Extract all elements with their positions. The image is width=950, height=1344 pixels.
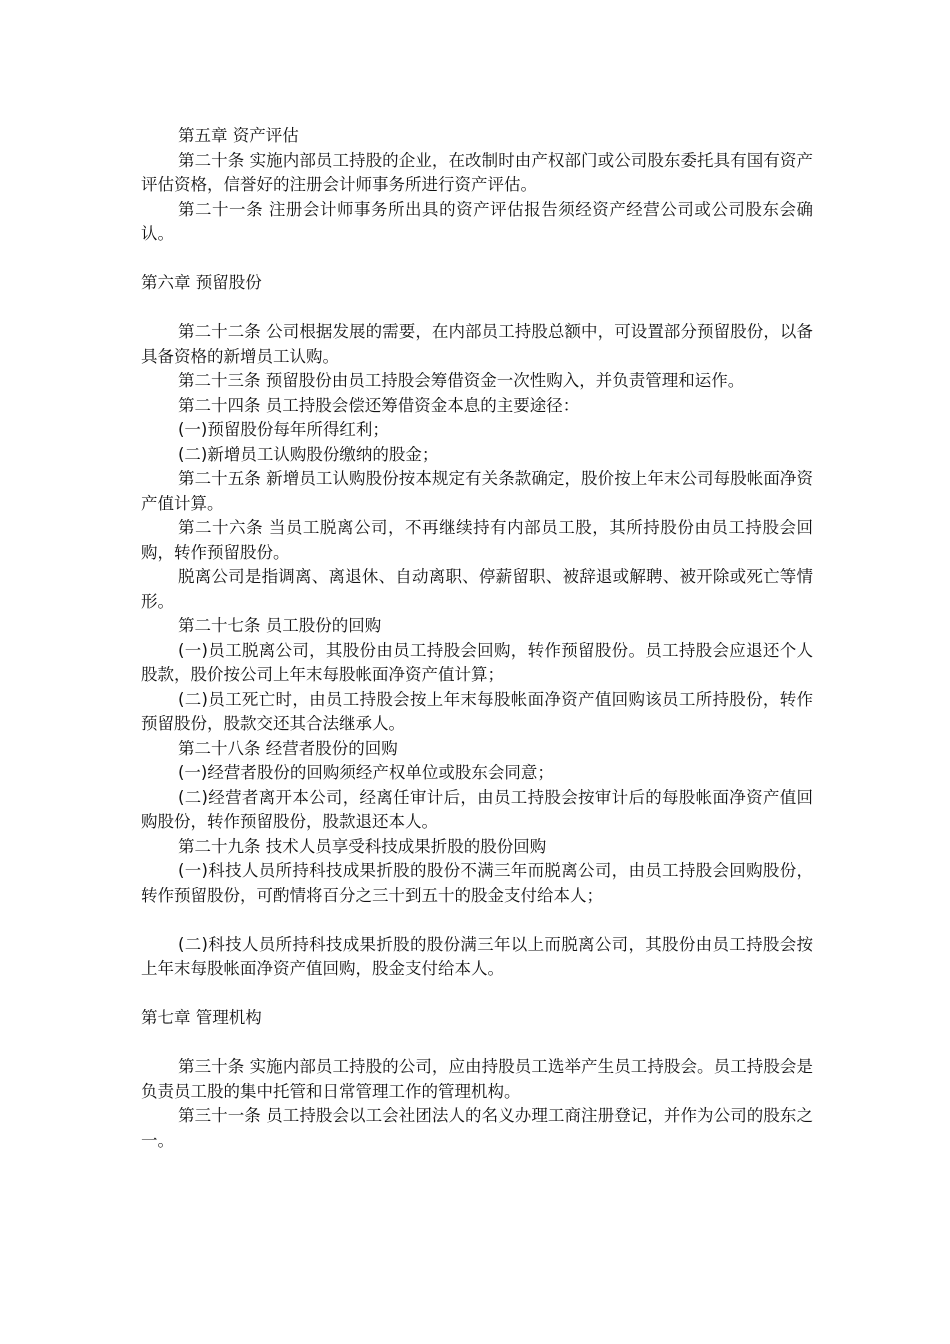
article-24: 第二十四条 员工持股会偿还筹借资金本息的主要途径： [178, 395, 580, 415]
chapter-heading-5: 第五章 资产评估 [178, 126, 299, 145]
document-body [141, 124, 813, 1153]
article-24-item-1: (一)预留股份每年所得红利； [178, 420, 389, 439]
article-22: 第二十二条 公司根据发展的需要，在内部员工持股总额中，可设置部分预留股份，以备具备资格的新增员工认购。 [141, 322, 813, 366]
chapter-heading-7: 第七章 管理机构 [141, 1008, 262, 1027]
chapter-heading-6: 第六章 预留股份 [141, 273, 262, 292]
article-25: 第二十五条 新增员工认购股份按本规定有关条款确定，股价按上年末公司每股帐面净资产值计算。 [141, 469, 813, 513]
blank-line [141, 247, 813, 272]
article-26: 第二十六条 当员工脱离公司，不再继续持有内部员工股，其所持股份由员工持股会回购，转作预留股份。 [141, 518, 813, 562]
article-29-item-1: (一)科技人员所持科技成果折股的股份不满三年而脱离公司，由员工持股会回购股份，转作预留股份，可酌情将百分之三十到五十的股金支付给本人； [141, 861, 813, 905]
article-28-item-1: (一)经营者股份的回购须经产权单位或股东会同意； [178, 763, 554, 782]
article-27-item-1: (一)员工脱离公司，其股份由员工持股会回购，转作预留股份。员工持股会应退还个人股款，股价按公司上年末每股帐面净资产值计算； [141, 640, 813, 684]
article-26-definition: 脱离公司是指调离、离退休、自动离职、停薪留职、被辞退或解聘、被开除或死亡等情形。 [141, 567, 813, 611]
article-28-item-2: (二)经营者离开本公司，经离任审计后，由员工持股会按审计后的每股帐面净资产值回购股份，转作预留股份，股款退还本人。 [141, 787, 813, 831]
article-20: 第二十条 实施内部员工持股的企业，在改制时由产权部门或公司股东委托具有国有资产评估资格，信誉好的注册会计师事务所进行资产评估。 [141, 150, 813, 194]
article-28: 第二十八条 经营者股份的回购 [178, 738, 398, 758]
article-29-item-2: (二)科技人员所持科技成果折股的股份满三年以上而脱离公司，其股份由员工持股会按上年末每股帐面净资产值回购，股金支付给本人。 [141, 934, 813, 978]
blank-line [141, 908, 813, 933]
article-21: 第二十一条 注册会计师事务所出具的资产评估报告须经资产经营公司或公司股东会确认。 [141, 199, 813, 243]
blank-line [141, 1031, 813, 1056]
article-24-item-2: (二)新增员工认购股份缴纳的股金； [178, 444, 439, 464]
article-27-item-2: (二)员工死亡时，由员工持股会按上年末每股帐面净资产值回购该员工所持股份，转作预留股份，股款交还其合法继承人。 [141, 689, 813, 733]
blank-line [141, 296, 813, 321]
article-27: 第二十七条 员工股份的回购 [178, 616, 382, 635]
article-31: 第三十一条 员工持股会以工会社团法人的名义办理工商注册登记，并作为公司的股东之一。 [141, 1106, 813, 1150]
blank-line [141, 982, 813, 1007]
article-23: 第二十三条 预留股份由员工持股会筹借资金一次性购入，并负责管理和运作。 [178, 371, 745, 390]
article-29: 第二十九条 技术人员享受科技成果折股的股份回购 [178, 836, 547, 856]
article-30: 第三十条 实施内部员工持股的公司，应由持股员工选举产生员工持股会。员工持股会是负责员工股的集中托管和日常管理工作的管理机构。 [141, 1057, 813, 1101]
